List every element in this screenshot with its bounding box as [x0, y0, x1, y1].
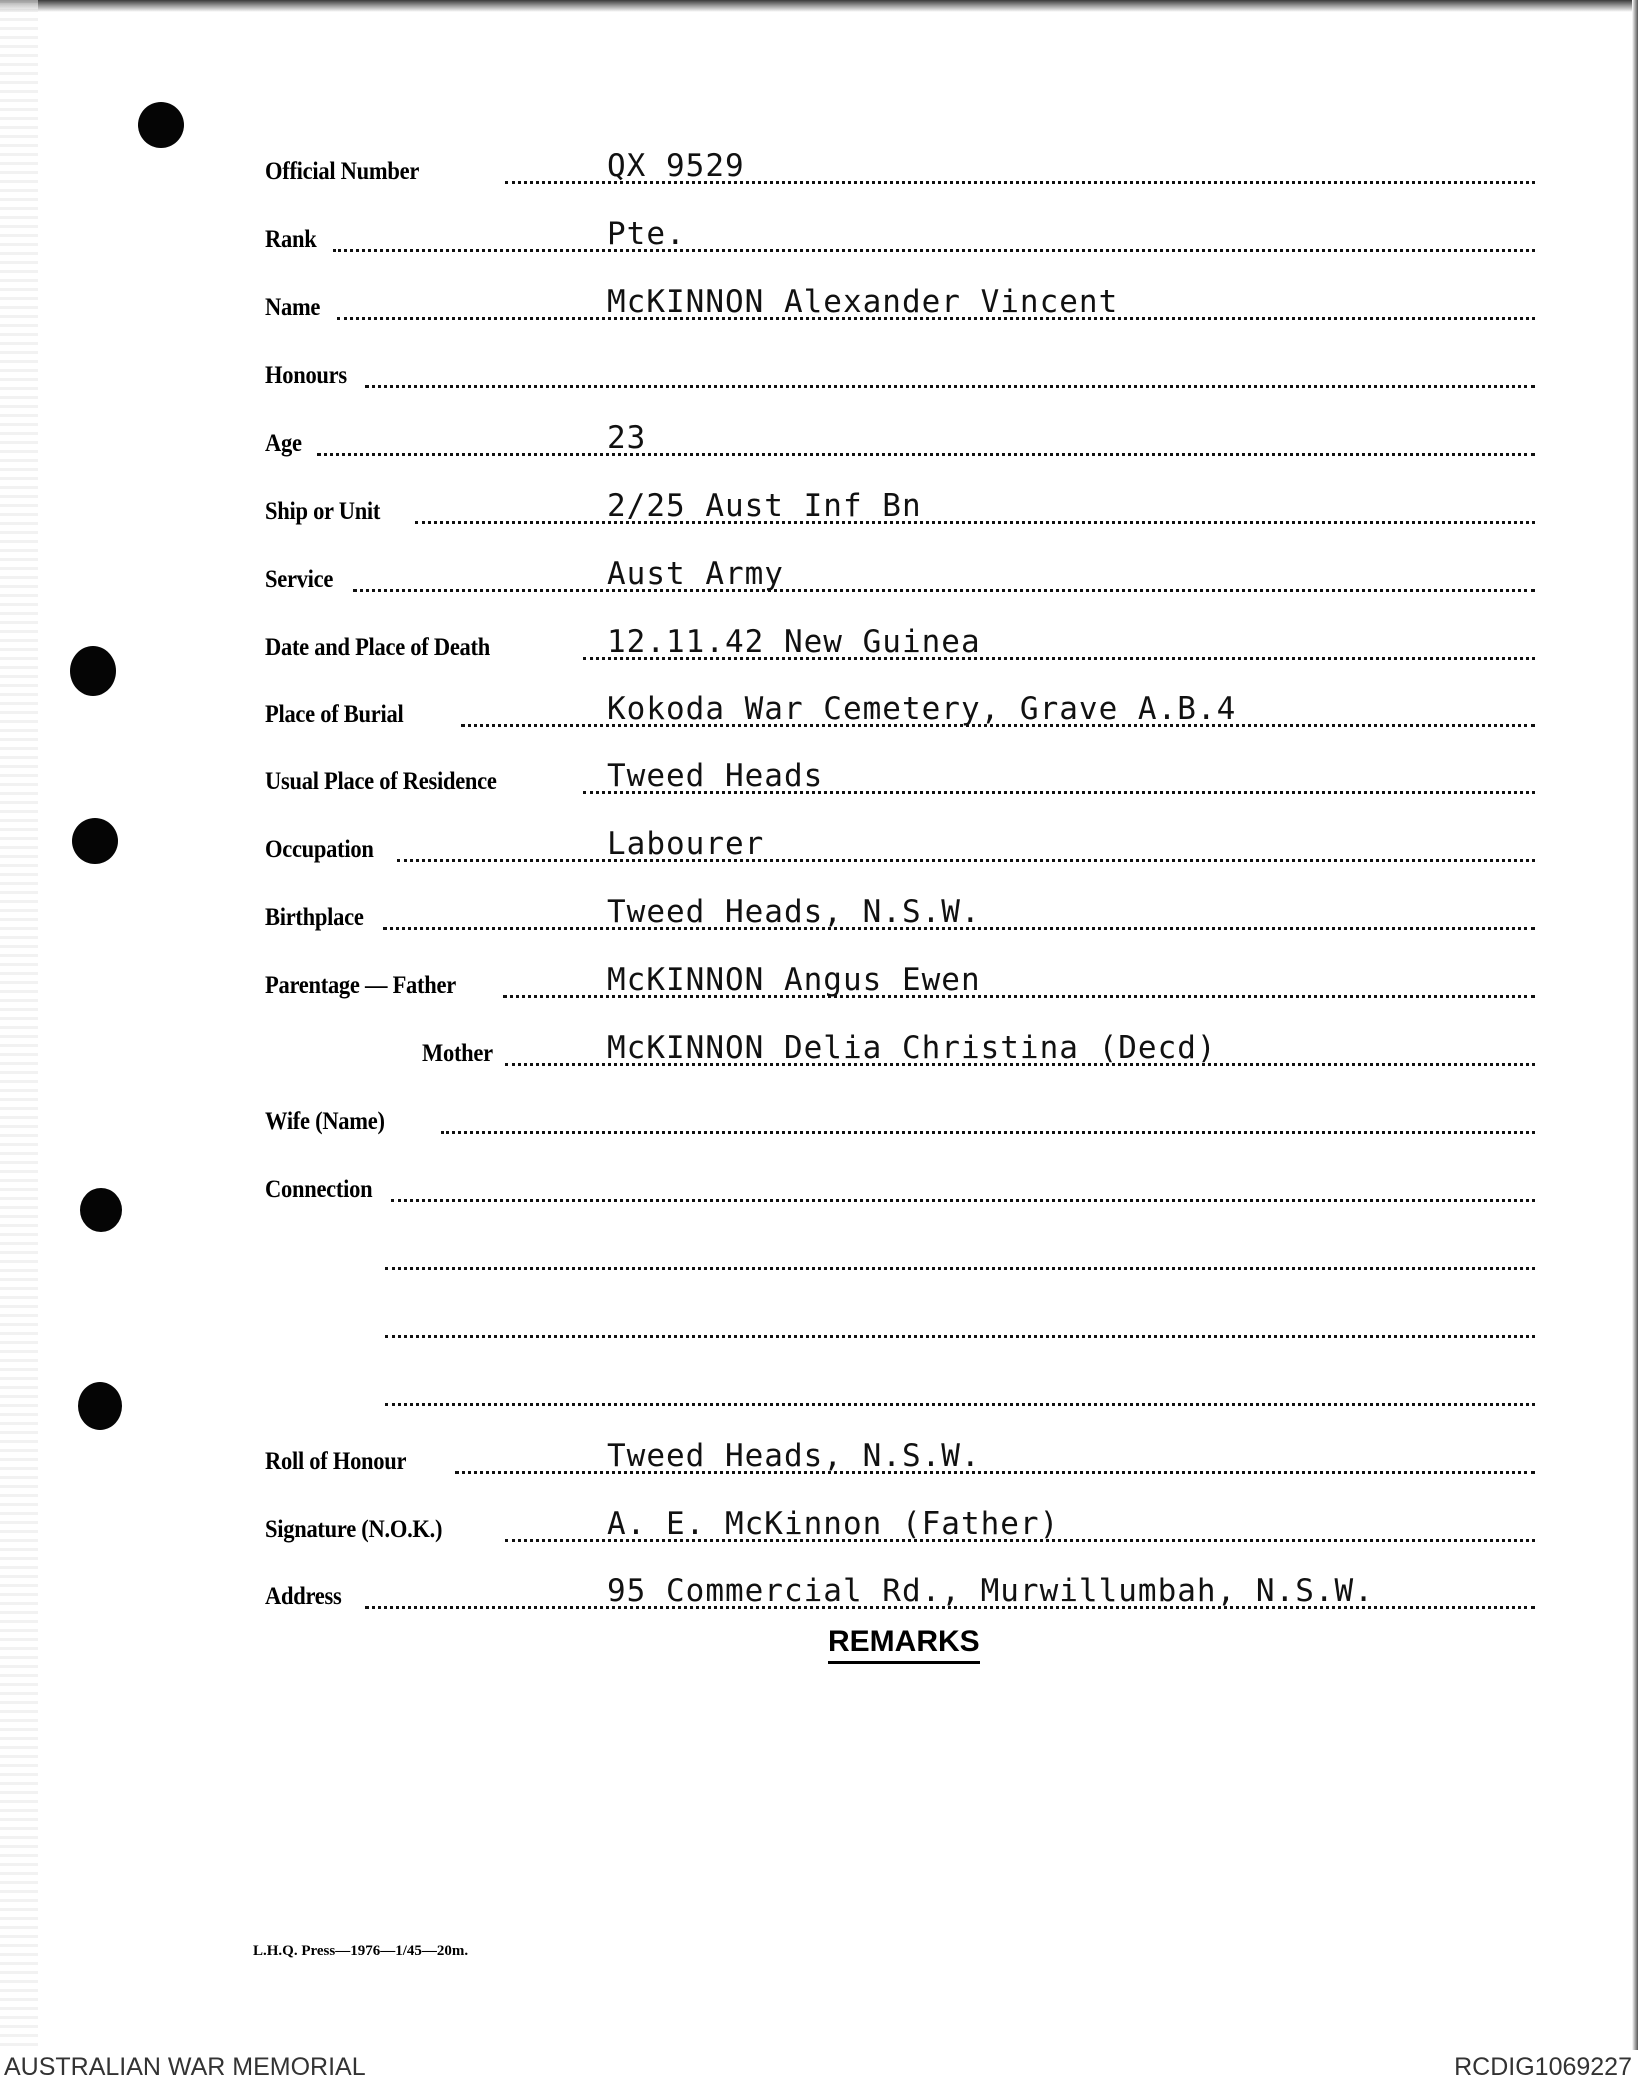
roll-of-honour-row	[265, 1440, 1535, 1480]
punch-hole	[72, 818, 118, 864]
dotted-line	[365, 385, 1535, 388]
death-value: 12.11.42 New Guinea	[607, 624, 981, 660]
address-value: 95 Commercial Rd., Murwillumbah, N.S.W.	[607, 1573, 1374, 1609]
name-row	[265, 286, 1535, 326]
archive-id: RCDIG1069227	[1454, 2053, 1632, 2081]
dotted-line	[441, 1131, 1535, 1134]
field-label: Signature (N.O.K.)	[265, 1516, 443, 1543]
name-value: McKINNON Alexander Vincent	[607, 284, 1119, 320]
connection-row	[265, 1168, 1535, 1208]
rank-row	[265, 218, 1535, 258]
dotted-line	[385, 1335, 1535, 1338]
archive-name: AUSTRALIAN WAR MEMORIAL	[4, 2053, 366, 2081]
dotted-line	[333, 249, 1535, 252]
residence-value: Tweed Heads	[607, 758, 824, 794]
roll-of-honour-value: Tweed Heads, N.S.W.	[607, 1438, 981, 1474]
scan-top-edge	[0, 0, 1638, 12]
dotted-line	[397, 859, 1535, 862]
print-note: L.H.Q. Press—1976—1/45—20m.	[253, 1943, 469, 1959]
mother-row	[265, 1032, 1535, 1072]
field-label: Official Number	[265, 158, 420, 185]
dotted-line	[391, 1199, 1535, 1202]
death-row	[265, 626, 1535, 666]
dotted-line	[385, 1403, 1535, 1406]
dotted-line	[353, 589, 1535, 592]
service-value: Aust Army	[607, 556, 784, 592]
field-label: Age	[265, 430, 302, 457]
archive-footer	[0, 2052, 1638, 2082]
field-label: Usual Place of Residence	[265, 768, 497, 795]
father-row	[265, 964, 1535, 1004]
connection-extra-line	[265, 1372, 1535, 1412]
signature-value: A. E. McKinnon (Father)	[607, 1506, 1060, 1542]
burial-row	[265, 693, 1535, 733]
field-label: Parentage — Father	[265, 972, 456, 999]
age-row	[265, 422, 1535, 462]
field-label: Roll of Honour	[265, 1448, 407, 1475]
father-value: McKINNON Angus Ewen	[607, 962, 981, 998]
signature-row	[265, 1508, 1535, 1548]
field-label: Ship or Unit	[265, 498, 381, 525]
ship-unit-row	[265, 490, 1535, 530]
wife-row	[265, 1100, 1535, 1140]
occupation-row	[265, 828, 1535, 868]
field-label: Name	[265, 294, 321, 321]
field-label: Wife (Name)	[265, 1108, 385, 1135]
scan-right-edge	[1632, 0, 1638, 2050]
remarks-heading: REMARKS	[828, 1625, 980, 1664]
birthplace-value: Tweed Heads, N.S.W.	[607, 894, 981, 930]
field-label: Mother	[422, 1040, 493, 1067]
field-label: Occupation	[265, 836, 374, 863]
occupation-value: Labourer	[607, 826, 765, 862]
field-label: Rank	[265, 226, 317, 253]
field-label: Place of Burial	[265, 701, 404, 728]
punch-hole	[78, 1382, 122, 1430]
honours-row	[265, 354, 1535, 394]
ship-unit-value: 2/25 Aust Inf Bn	[607, 488, 922, 524]
age-value: 23	[607, 420, 647, 456]
field-label: Service	[265, 566, 334, 593]
residence-row	[265, 760, 1535, 800]
connection-extra-line	[265, 1236, 1535, 1276]
rank-value: Pte.	[607, 216, 686, 252]
field-label: Honours	[265, 362, 347, 389]
field-label: Connection	[265, 1176, 373, 1203]
punch-hole	[70, 646, 116, 696]
dotted-line	[385, 1267, 1535, 1270]
field-label: Birthplace	[265, 904, 364, 931]
punch-hole	[80, 1188, 122, 1232]
field-label: Address	[265, 1583, 342, 1610]
dotted-line	[317, 453, 1535, 456]
punch-hole	[138, 102, 184, 148]
official-number-row	[265, 150, 1535, 190]
mother-value: McKINNON Delia Christina (Decd)	[607, 1030, 1217, 1066]
official-number-value: QX 9529	[607, 148, 745, 184]
scan-left-edge	[0, 0, 38, 2050]
field-label: Date and Place of Death	[265, 634, 490, 661]
birthplace-row	[265, 896, 1535, 936]
dotted-line	[415, 521, 1535, 524]
burial-value: Kokoda War Cemetery, Grave A.B.4	[607, 691, 1237, 727]
address-row	[265, 1575, 1535, 1615]
connection-extra-line	[265, 1304, 1535, 1344]
service-row	[265, 558, 1535, 598]
